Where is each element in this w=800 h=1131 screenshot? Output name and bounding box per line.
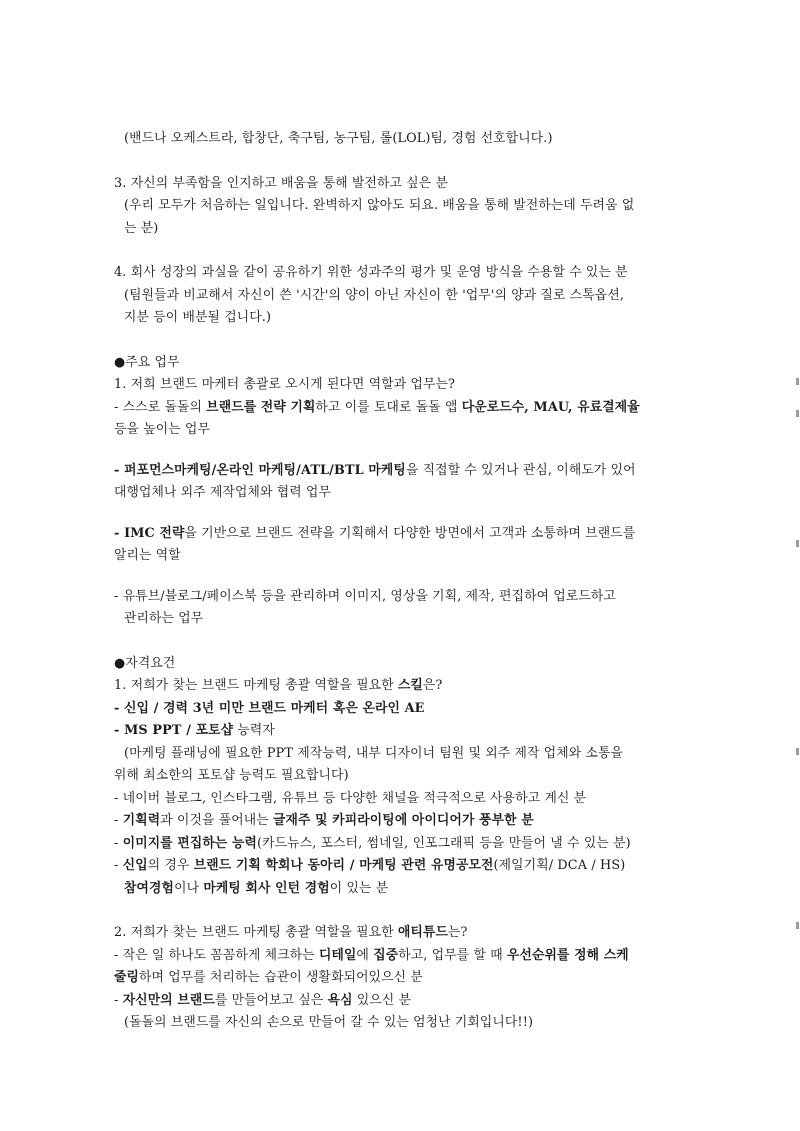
attitude-item-1: - 작은 일 하나도 꼼꼼하게 체크하는 디테일에 집중하고, 업무를 할 때 우선순위를 정해 스케 [114, 947, 629, 963]
requirement-3-note: (우리 모두가 처음하는 일입니다. 완벽하지 않아도 되요. 배움을 통해 발전하는데 두려움 없 [124, 198, 635, 213]
requirement-3-title: 3. 자신의 부족함을 인지하고 배움을 통해 발전하고 싶은 분 [114, 175, 449, 191]
skill-item-5: - 이미지를 편집하는 능력(카드뉴스, 포스터, 썸네일, 인포그래픽 등을 만들어 낼 수 있는 분) [114, 835, 631, 851]
edge-mark [796, 748, 799, 755]
skill-item-2-note-cont: 위해 최소한의 포토샵 능력도 필요합니다) [114, 768, 349, 783]
qualifications-header: ●자격요건 [114, 655, 176, 671]
edge-mark [796, 410, 799, 417]
attitude-item-2: - 자신만의 브랜드를 만들어보고 싶은 욕심 있으신 분 [114, 992, 412, 1008]
edge-mark [796, 378, 799, 385]
attitude-item-2-note: (돌돌의 브랜드를 자신의 손으로 만들어 갈 수 있는 엄청난 기회입니다!!) [124, 1015, 534, 1030]
requirement-3-note-cont: 는 분) [124, 220, 159, 236]
document-page [114, 128, 694, 1035]
skill-item-1: - 신입 / 경력 3년 미만 브랜드 마케터 혹은 온라인 AE [114, 700, 425, 716]
duty-item-4: - 유튜브/블로그/페이스북 등을 관리하며 이미지, 영상을 기획, 제작, 편집하여 업로드하고 [114, 588, 616, 604]
duty-item-3: - IMC 전략을 기반으로 브랜드 전략을 기획해서 다양한 방면에서 고객과 소통하며 브랜드를 [114, 525, 636, 541]
duties-header: ●주요 업무 [114, 354, 180, 370]
attitude-question: 2. 저희가 찾는 브랜드 마케팅 총괄 역할을 필요한 애티튜드는? [114, 925, 468, 940]
skill-item-4: - 기획력과 이것을 풀어내는 글재주 및 카피라이팅에 아이디어가 풍부한 분 [114, 813, 534, 828]
skills-question: 1. 저희가 찾는 브랜드 마케팅 총괄 역할을 필요한 스킬은? [114, 678, 443, 693]
duties-question: 1. 저희 브랜드 마케터 총괄로 오시게 된다면 역할과 업무는? [114, 377, 456, 392]
attitude-item-1-cont: 줄링하며 업무를 처리하는 습관이 생활화되어있으신 분 [114, 970, 423, 985]
requirement-4-title: 4. 회사 성장의 과실을 같이 공유하기 위한 성과주의 평가 및 운영 방식을 수용할 수 있는 분 [114, 265, 628, 280]
skill-item-6-cont: 참여경험이나 마케팅 회사 인턴 경험이 있는 분 [124, 880, 389, 896]
duty-item-2-cont: 대행업체나 외주 제작업체와 협력 업무 [114, 485, 332, 500]
skill-item-2: - MS PPT / 포토샵 능력자 [114, 723, 275, 738]
duty-item-4-cont: 관리하는 업무 [124, 611, 204, 626]
skill-item-2-note: (마케팅 플래닝에 필요한 PPT 제작능력, 내부 디자이너 팀원 및 외주 제작 업체와 소통을 [124, 745, 624, 761]
requirement-4-note-cont: 지분 등이 배분될 겁니다.) [124, 310, 272, 325]
duty-item-1: - 스스로 돌돌의 브랜드를 전략 기획하고 이를 토대로 돌돌 앱 다운로드수, MAU, 유료결제율 [114, 399, 640, 415]
requirement-4-note: (팀원들과 비교해서 자신이 쓴 '시간'의 양이 아닌 자신이 한 '업무'의 양과 질로 스톡옵션, [124, 287, 625, 303]
duty-item-1-cont: 등을 높이는 업무 [114, 422, 211, 437]
skill-item-3: - 네이버 블로그, 인스타그램, 유튜브 등 다양한 채널을 적극적으로 사용하고 계신 분 [114, 790, 587, 806]
duty-item-2: - 퍼포먼스마케팅/온라인 마케팅/ATL/BTL 마케팅을 직접할 수 있거나 관심, 이해도가 있어 [114, 462, 636, 478]
edge-mark [796, 922, 799, 929]
duty-item-3-cont: 알리는 역할 [114, 548, 181, 563]
intro-note: (밴드나 오케스트라, 합창단, 축구팀, 농구팀, 롤(LOL)팀, 경험 선호합니다.) [124, 131, 553, 146]
skill-item-6: - 신입의 경우 브랜드 기획 학회나 동아리 / 마케팅 관련 유명공모전(제일기획/ DCA / HS) [114, 858, 626, 873]
edge-mark [796, 540, 799, 547]
